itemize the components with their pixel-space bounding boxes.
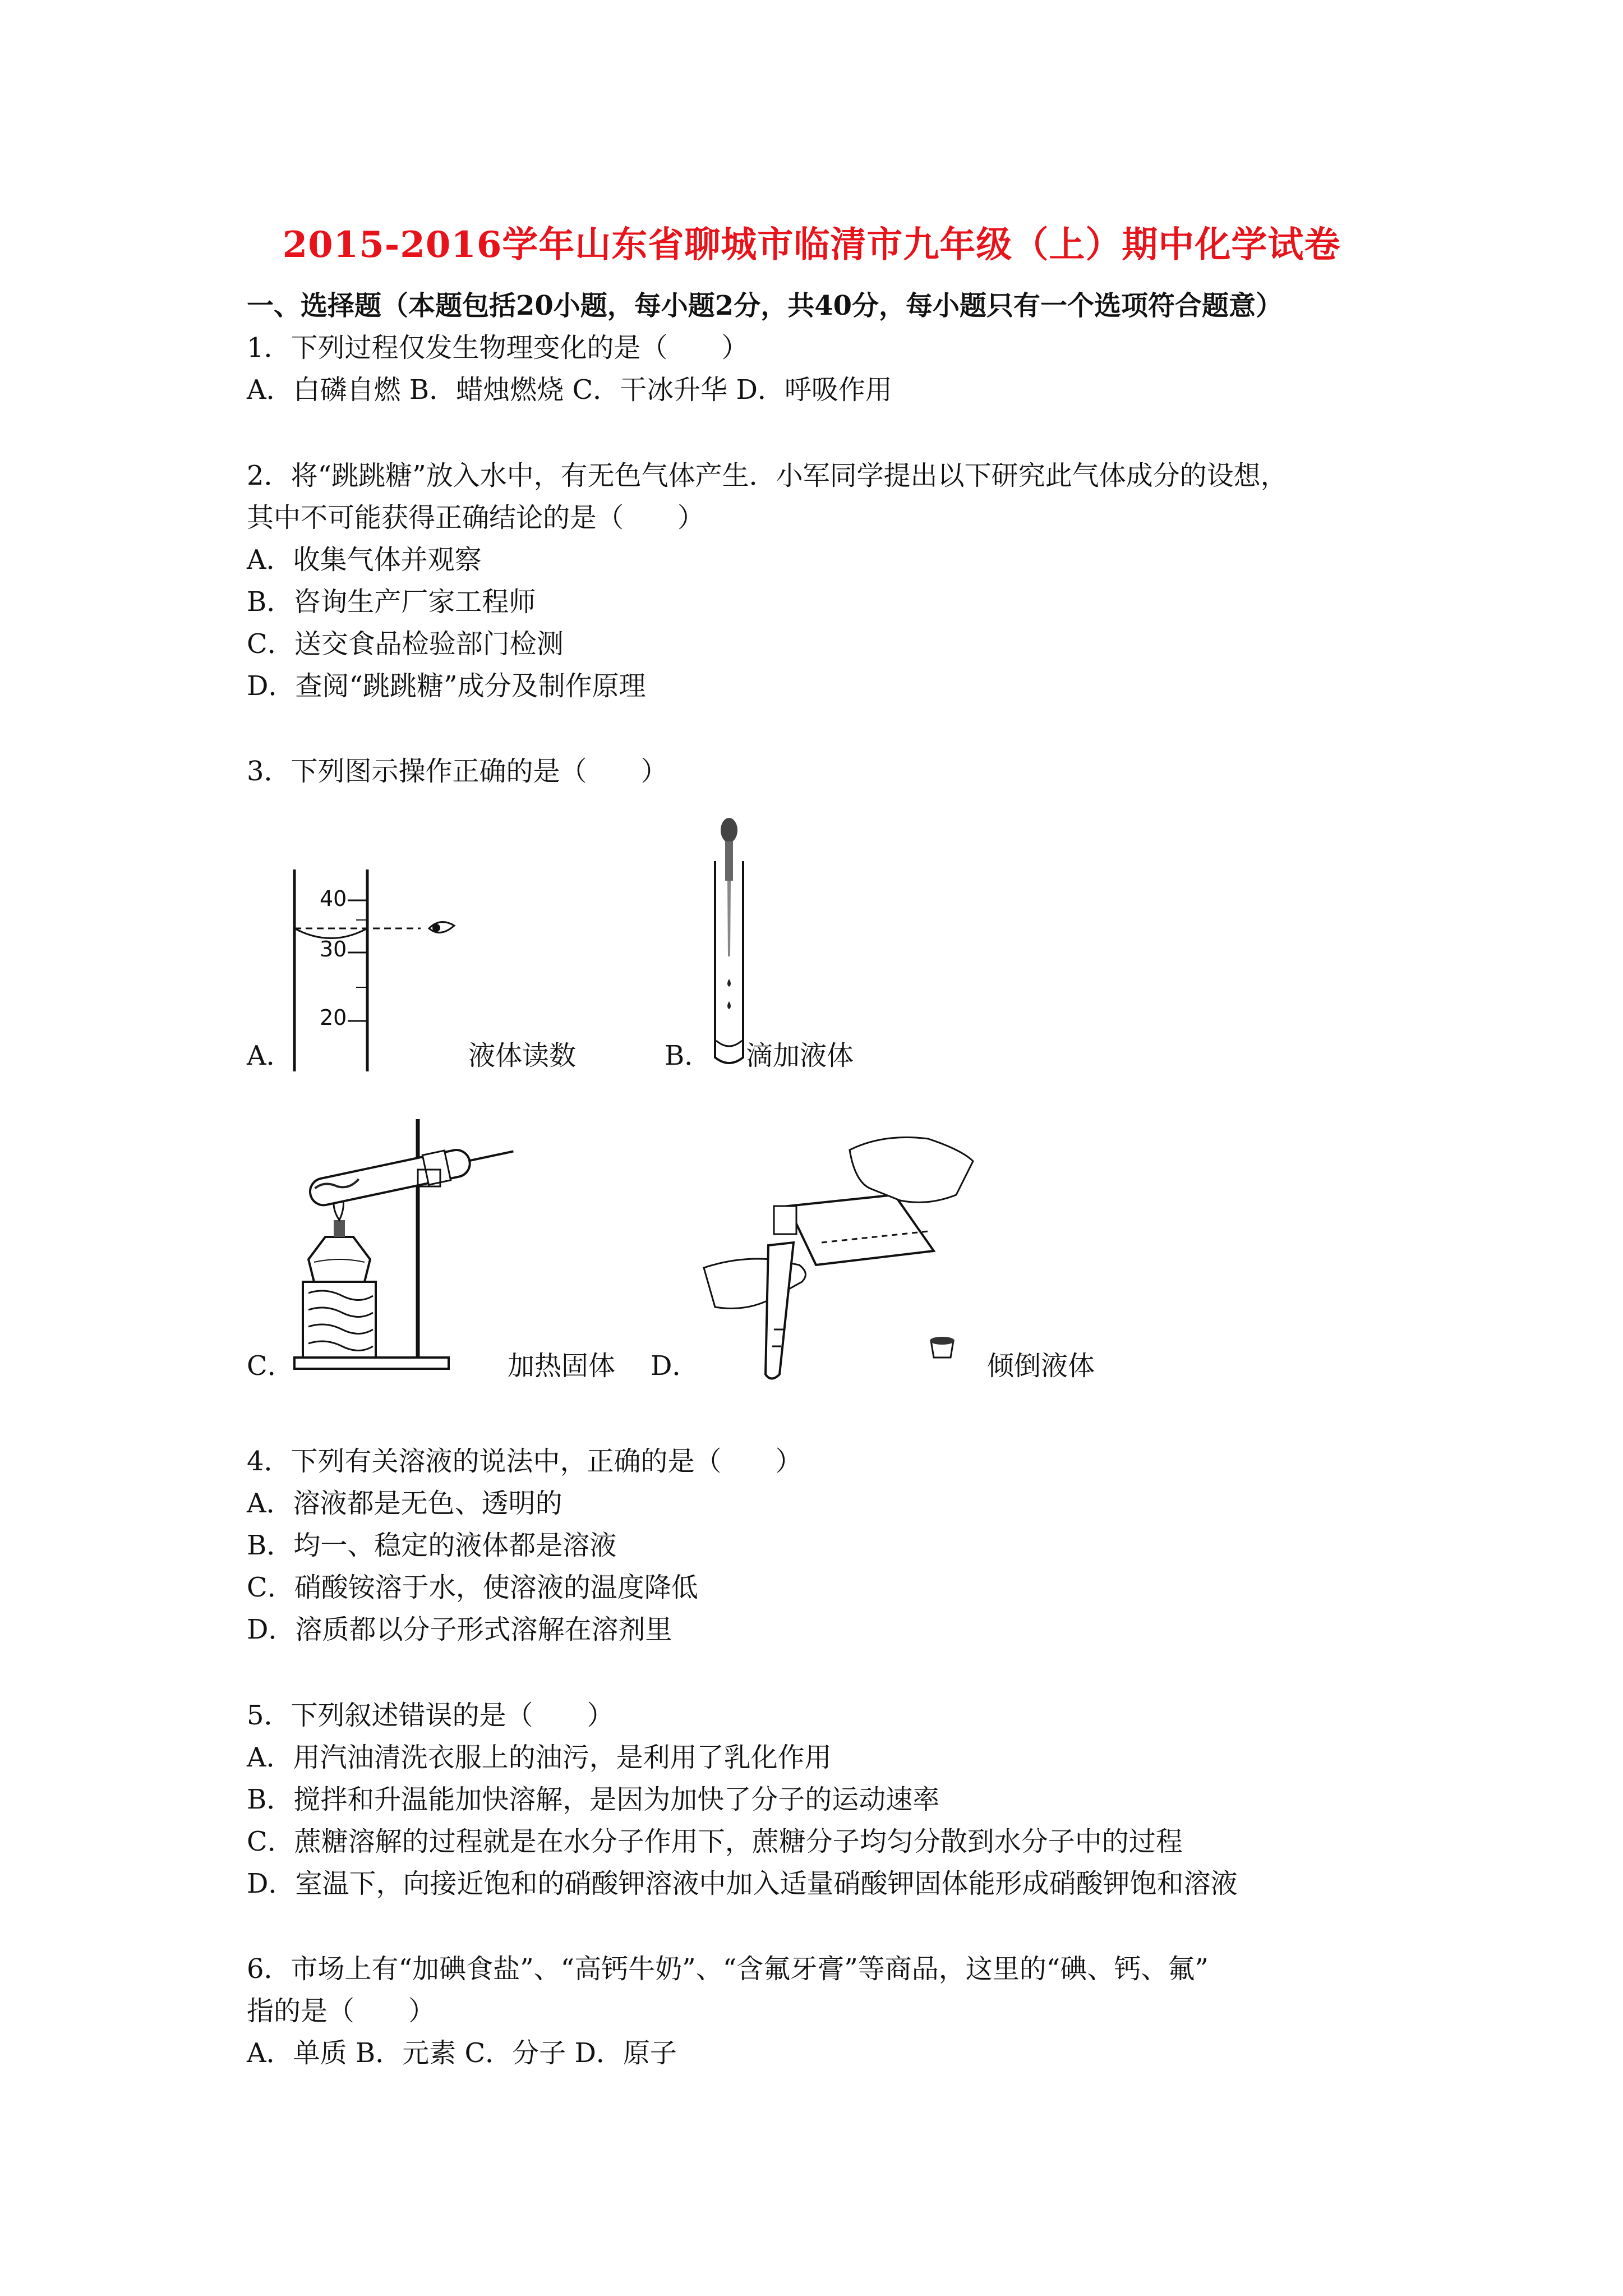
question-5-stem: 5．下列叙述错误的是（ ）	[247, 1700, 614, 1731]
question-5-option-b: B．搅拌和升温能加快溶解，是因为加快了分子的运动速率	[247, 1784, 940, 1815]
question-2-stem-line2: 其中不可能获得正确结论的是（ ）	[247, 502, 705, 533]
question-5-option-c: C．蔗糖溶解的过程就是在水分子作用下，蔗糖分子均匀分散到水分子中的过程	[247, 1826, 1183, 1857]
question-3-stem: 3．下列图示操作正确的是（ ）	[247, 756, 668, 787]
question-3-option-b-letter: B．	[665, 1040, 712, 1071]
cylinder-tick-40: 40	[320, 886, 347, 911]
question-4-option-c: C．硝酸铵溶于水，使溶液的温度降低	[247, 1572, 698, 1603]
question-3-option-c-label: 加热固体	[508, 1350, 616, 1382]
question-1-stem: 1．下列过程仅发生物理变化的是（ ）	[247, 332, 749, 364]
question-4-option-b: B．均一、稳定的液体都是溶液	[247, 1530, 617, 1561]
page-title: 2015-2016学年山东省聊城市临清市九年级（上）期中化学试卷	[282, 224, 1341, 266]
question-6-options: A．单质 B．元素 C．分子 D．原子	[247, 2037, 677, 2069]
question-3-option-b-label: 滴加液体	[746, 1040, 854, 1071]
heating-solid-figure	[292, 1108, 516, 1377]
question-1-options: A．白磷自燃 B．蜡烛燃烧 C．干冰升华 D．呼吸作用	[247, 374, 892, 406]
eye-icon	[429, 922, 454, 933]
question-2-stem-line1: 2．将“跳跳糖”放入水中，有无色气体产生．小军同学提出以下研究此气体成分的设想，	[247, 460, 1288, 491]
question-6-stem-line2: 指的是（ ）	[247, 1995, 436, 2027]
question-6-stem-line1: 6．市场上有“加碘食盐”、“高钙牛奶”、“含氟牙膏”等商品，这里的“碘、钙、氟”	[247, 1953, 1209, 1985]
graduated-cylinder-figure	[286, 869, 488, 1077]
question-3-option-d-label: 倾倒液体	[987, 1350, 1095, 1382]
question-4-option-d: D．溶质都以分子形式溶解在溶剂里	[247, 1614, 672, 1645]
question-3-option-c-letter: C．	[247, 1350, 294, 1382]
cylinder-tick-30: 30	[320, 937, 347, 961]
question-5-option-a: A．用汽油清洗衣服上的油污，是利用了乳化作用	[247, 1742, 832, 1773]
question-2-option-a: A．收集气体并观察	[247, 544, 482, 576]
section-heading: 一、选择题（本题包括20小题，每小题2分，共40分，每小题只有一个选项符合题意）	[247, 290, 1283, 321]
cylinder-tick-20: 20	[320, 1005, 347, 1030]
question-2-option-b: B．咨询生产厂家工程师	[247, 586, 536, 618]
question-4-stem: 4．下列有关溶液的说法中，正确的是（ ）	[247, 1446, 803, 1477]
pouring-liquid-figure	[704, 1128, 995, 1386]
question-5-option-d: D．室温下，向接近饱和的硝酸钾溶液中加入适量硝酸钾固体能形成硝酸钾饱和溶液	[247, 1868, 1238, 1899]
dropper-figure	[704, 816, 754, 1069]
question-4-option-a: A．溶液都是无色、透明的	[247, 1488, 562, 1519]
question-3-option-a-letter: A．	[247, 1040, 293, 1071]
question-2-option-c: C．送交食品检验部门检测	[247, 628, 564, 660]
question-2-option-d: D．查阅“跳跳糖”成分及制作原理	[247, 670, 646, 702]
question-3-option-a-label: 液体读数	[468, 1040, 577, 1071]
bottle-stopper-icon	[930, 1337, 955, 1358]
question-3-option-d-letter: D．	[651, 1350, 699, 1382]
